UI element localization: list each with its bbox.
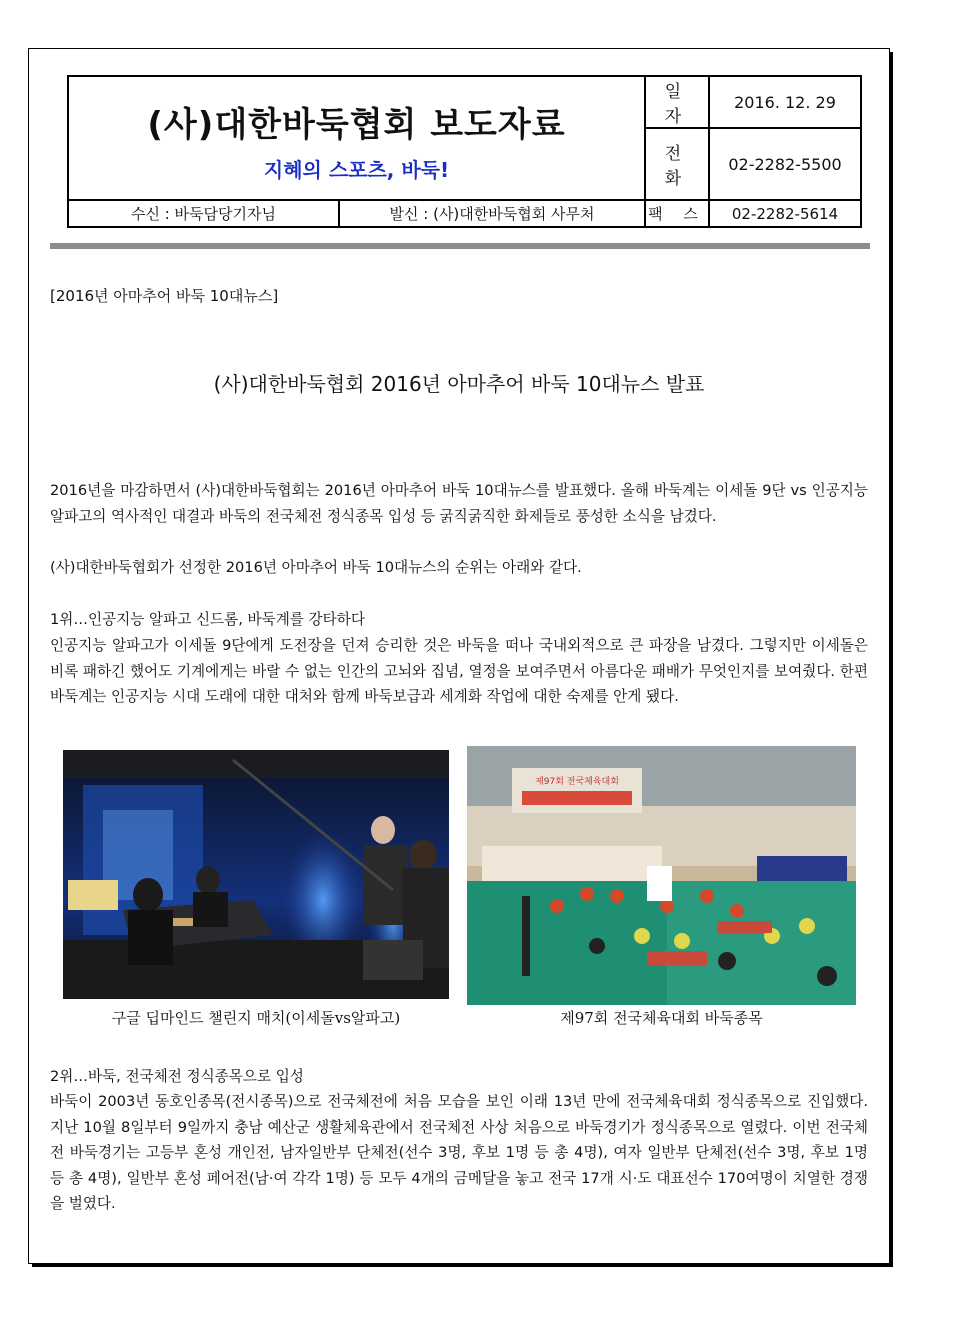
press-header-table xyxy=(67,75,862,228)
date-label: 일 자 xyxy=(645,76,709,128)
item2-body: 바둑이 2003년 동호인종목(전시종목)으로 전국체전에 처음 모습을 보인 이래 13년 만에 전국체육대회 정식종목으로 진입했다. 지난 10월 8일부터 9일까지 충남 예산군 생활체육관에서 전국체전 사상 처음으로 바둑경기가 정식종목으로 열렸다. 이번 전국체전 바둑경기는 고등부 혼성 개인전, 남자일반부 단체전(선수 3명, 후보 1명 등 총 4명), 여자 일반부 단체전(선수 3명, 후보 1명 등 총 4명), 일반부 혼성 페어전(남·여 각각 1명) 등 모두 4개의 금메달을 놓고 전국 17개 시·도 대표선수 170여명이 치열한 경쟁을 벌였다. xyxy=(50,1093,868,1212)
festival-banner-text: 제97회 전국체육대회 xyxy=(535,777,619,787)
sender: 발신 : (사)대한바둑협회 사무처 xyxy=(389,205,595,223)
photo1-caption: 구글 딥마인드 챌린지 매치(이세돌vs알파고) xyxy=(111,1009,401,1027)
item1-title: 1위…인공지능 알파고 신드롬, 바둑계를 강타하다 xyxy=(50,611,365,628)
press-subtitle: 지혜의 스포츠, 바둑! xyxy=(263,158,450,182)
fax-label: 팩 스 xyxy=(645,200,709,227)
recipient: 수신 : 바둑담당기자님 xyxy=(69,201,339,226)
sports-festival-image xyxy=(467,746,856,1005)
section-tag: [2016년 아마추어 바둑 10대뉴스] xyxy=(50,287,279,305)
photo2-caption: 제97회 전국체육대회 바둑종목 xyxy=(560,1009,763,1027)
intro-paragraph: 2016년을 마감하면서 (사)대한바둑협회는 2016년 아마추어 바둑 10대뉴스를 발표했다. 올해 바둑계는 이세돌 9단 vs 인공지능 알파고의 역사적인 대결과 바둑의 전국체전 정식종목 입성 등 굵직굵직한 화제들로 풍성한 소식을 남겼다. xyxy=(50,482,868,525)
sports-festival-photo xyxy=(467,746,856,1005)
item2-title: 2위…바둑, 전국체전 정식종목으로 입성 xyxy=(50,1068,304,1085)
phone-value: 02-2282-5500 xyxy=(709,128,861,200)
phone-label: 전 화 xyxy=(645,128,709,200)
press-title: (사)대한바둑협회 보도자료 xyxy=(147,105,566,145)
intro-paragraph-2: (사)대한바둑협회가 선정한 2016년 아마추어 바둑 10대뉴스의 순위는 아래와 같다. xyxy=(50,559,582,576)
fax-value: 02-2282-5614 xyxy=(709,200,861,227)
page-shadow xyxy=(32,1264,893,1267)
article-headline: (사)대한바둑협회 2016년 아마추어 바둑 10대뉴스 발표 xyxy=(213,372,705,396)
header-divider xyxy=(50,243,870,249)
title-cell xyxy=(68,76,645,200)
item1-body: 인공지능 알파고가 이세돌 9단에게 도전장을 던져 승리한 것은 바둑을 떠나 국내외적으로 큰 파장을 남겼다. 그렇지만 이세돌은 비록 패하긴 했어도 기계에게는 바랄 수 없는 인간의 고뇌와 집념, 열정을 보여주면서 아름다운 패배가 무엇인지를 보여줬다. 한편 바둑계는 인공지능 시대 도래에 대한 대처와 함께 바둑보급과 세계화 작업에 대한 숙제를 안게 됐다. xyxy=(50,637,868,705)
alphago-match-image xyxy=(63,750,449,999)
date-value: 2016. 12. 29 xyxy=(709,76,861,128)
page-shadow xyxy=(890,52,893,1266)
alphago-match-photo xyxy=(63,750,449,999)
